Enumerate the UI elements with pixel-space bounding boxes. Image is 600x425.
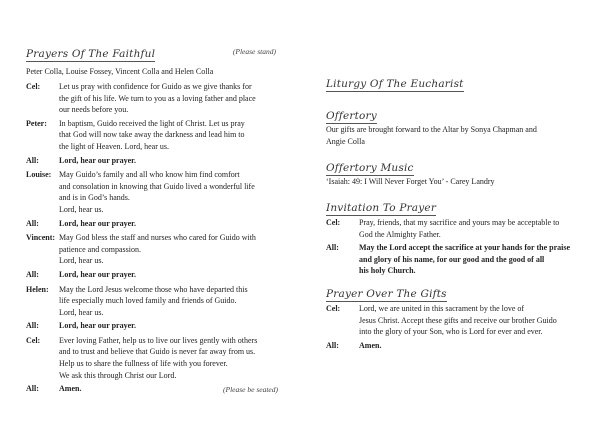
prayer-entry	[326, 217, 578, 240]
response-entry	[26, 155, 284, 167]
text-line: his holy Church.	[359, 266, 416, 276]
prayer-entry	[26, 232, 284, 267]
speaker-label: All:	[326, 243, 339, 253]
text-line: Our gifts are brought forward to the Altar by Sonya Chapman and	[326, 125, 537, 134]
text-line: We ask this through Christ our Lord.	[59, 370, 177, 380]
response-text: Lord, hear our prayer.	[59, 321, 136, 331]
prayer-entry	[26, 335, 284, 381]
text-line: our needs before you.	[59, 105, 129, 115]
text-line: Lord, hear us.	[59, 256, 104, 266]
gifts-list	[326, 303, 578, 351]
text-line: Lord, we are united in this sacrament by the love of	[359, 304, 525, 313]
response-text: Lord, hear our prayer.	[59, 155, 136, 165]
offertory-title: Offertory	[326, 110, 377, 122]
speaker-label: Cel:	[326, 304, 341, 313]
response-entry	[26, 320, 284, 332]
offertory-text	[326, 124, 578, 147]
text-line: Help us to share the fullness of life with you forever.	[59, 359, 228, 369]
text-line: Jesus Christ. Accept these gifts and receive our brother Guido	[359, 315, 557, 325]
speaker-label: Helen:	[26, 284, 49, 294]
text-line: May the Lord accept the sacrifice at your hands for the praise	[359, 243, 571, 253]
response-entry	[326, 242, 578, 277]
prayer-text	[59, 284, 284, 319]
response-entry	[326, 340, 578, 352]
response-text: Amen.	[59, 384, 82, 394]
text-line: Lord, hear us.	[59, 307, 104, 317]
gifts-heading	[326, 284, 447, 302]
prayer-entry	[26, 169, 284, 215]
response-text: Lord, hear our prayer.	[59, 269, 136, 279]
music-title: Offertory Music	[326, 162, 414, 174]
speaker-label: All:	[326, 340, 339, 350]
prayers-title: Prayers Of The Faithful	[26, 48, 156, 60]
liturgy-heading	[326, 74, 464, 92]
response-entry	[26, 383, 284, 395]
text-line: Lord, hear us.	[59, 204, 104, 214]
speaker-label: All:	[26, 269, 39, 279]
prayers-heading-row	[26, 44, 284, 62]
prayer-entry	[26, 118, 284, 153]
text-line: and is in God’s hands.	[59, 193, 130, 203]
speaker-label: Cel:	[26, 335, 41, 345]
gifts-title: Prayer Over The Gifts	[326, 288, 447, 300]
speaker-label: All:	[26, 218, 39, 228]
text-line: Let us pray with confidence for Guido as we give thanks for	[59, 82, 252, 91]
readers-line: Peter Colla, Louise Fossey, Vincent Colla and Helen Colla	[26, 67, 214, 76]
response-text: Lord, hear our prayer.	[59, 218, 136, 228]
invitation-list	[326, 217, 578, 277]
text-line: God the Almighty Father.	[359, 229, 441, 239]
offertory-heading	[326, 106, 377, 124]
speaker-label: Louise:	[26, 170, 52, 180]
text-line: the light of Heaven. Lord, hear us.	[59, 141, 169, 151]
text-line: that God will now take away the darkness and lead him to	[59, 130, 245, 140]
text-line: into the glory of your Son, who is Lord for ever and ever.	[359, 327, 543, 337]
text-line: life especially much loved family and friends of Guido.	[59, 296, 237, 306]
prayer-entry	[326, 303, 578, 338]
speaker-label: All:	[26, 321, 39, 331]
text-line: and glory of his name, for our good and the good of all	[359, 254, 545, 264]
music-heading	[326, 158, 414, 176]
text-line: Ever loving Father, help us to live our lives gently with others	[59, 335, 258, 345]
text-line: May Guido’s family and all who know him find comfort	[59, 170, 240, 180]
text-line: the gift of his life. We turn to you as a loving father and place	[59, 93, 256, 103]
text-line: and to trust and believe that Guido is never far away from us.	[59, 347, 256, 357]
speaker-label: All:	[26, 155, 39, 165]
text-line: and consolation in knowing that Guido lived a wonderful life	[59, 181, 255, 191]
prayer-text	[59, 335, 284, 381]
speaker-label: All:	[26, 384, 39, 394]
speaker-label: Peter:	[26, 118, 47, 128]
text-line: patience and compassion.	[59, 244, 141, 254]
seated-note: (Please be seated)	[223, 385, 278, 395]
prayer-text	[359, 217, 578, 240]
response-entry	[26, 269, 284, 281]
prayers-list	[26, 81, 284, 395]
invitation-heading	[326, 198, 436, 216]
liturgy-title: Liturgy Of The Eucharist	[326, 78, 464, 90]
invitation-title: Invitation To Prayer	[326, 202, 437, 214]
speaker-label: Vincent:	[26, 233, 56, 243]
text-line: May the Lord Jesus welcome those who have departed this	[59, 284, 248, 294]
prayer-text	[59, 81, 284, 116]
speaker-label: Cel:	[326, 218, 341, 227]
text-line: May God bless the staff and nurses who cared for Guido with	[59, 233, 256, 243]
speaker-label: Cel:	[26, 82, 41, 91]
response-entry	[26, 218, 284, 230]
prayer-text	[59, 118, 284, 153]
response-text: Amen.	[359, 340, 382, 350]
prayer-text	[59, 169, 284, 215]
response-text	[359, 242, 578, 277]
prayer-entry	[26, 284, 284, 319]
prayer-text	[359, 303, 578, 338]
stand-note: (Please stand)	[232, 47, 276, 56]
prayer-entry	[26, 81, 284, 116]
prayer-text	[59, 232, 284, 267]
text-line: Pray, friends, that my sacrifice and yours may be acceptable to	[359, 218, 560, 227]
text-line: Angie Colla	[326, 136, 365, 146]
music-text: ‘Isaiah: 49: I Will Never Forget You’ - Carey Landry	[326, 177, 495, 186]
text-line: In baptism, Guido received the light of Christ. Let us pray	[59, 118, 245, 128]
